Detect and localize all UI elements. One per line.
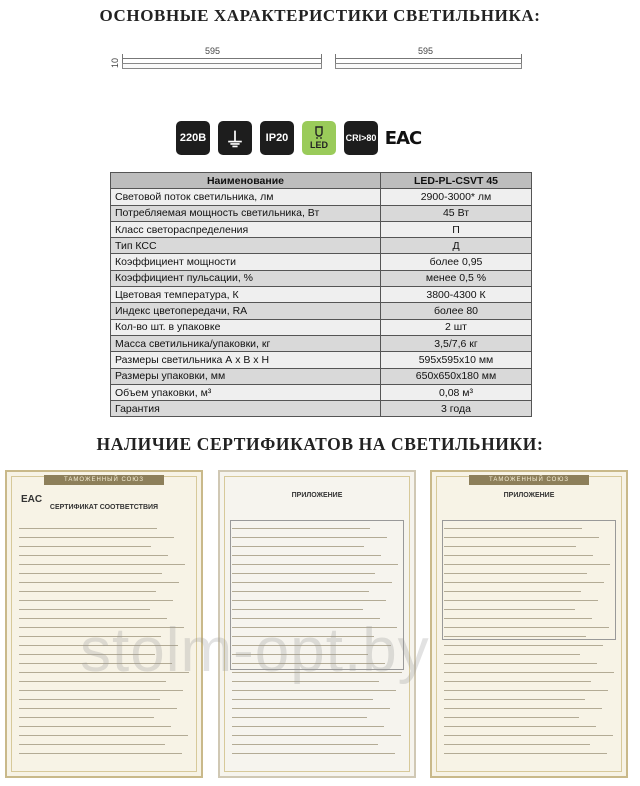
spec-name: Масса светильника/упаковки, кг [111,335,381,351]
table-row [111,303,532,319]
cert-line [19,753,182,754]
cert-line [444,537,599,538]
cert-line [19,663,172,664]
certs-heading: НАЛИЧИЕ СЕРТИФИКАТОВ НА СВЕТИЛЬНИКИ: [96,434,544,454]
cert-line [232,546,364,547]
certificate-appendix [218,470,416,778]
spec-name: Коэффициент пульсации, % [111,270,381,286]
spec-value: 595х595х10 мм [381,352,532,368]
cert-line [444,618,592,619]
cert-line [444,636,586,637]
panel-front-view [335,63,522,69]
specs-table [110,172,532,417]
cert-line [232,600,386,601]
cert-line [19,717,154,718]
cert-line [232,636,374,637]
cert-line [444,582,604,583]
cert-line [19,672,189,673]
spec-value: 2900-3000* лм [381,189,532,205]
cert-line [19,681,166,682]
cert-table [442,520,616,640]
cert-line [19,600,173,601]
cert-line [444,681,591,682]
table-row [111,352,532,368]
spec-value: 2 шт [381,319,532,335]
led-label: LED [310,140,328,150]
cert-line [19,618,167,619]
table-row [111,287,532,303]
cert-line [232,663,385,664]
dim-line-right [335,58,522,59]
table-row [111,368,532,384]
cert-line [232,690,396,691]
cert-line [444,672,614,673]
cert-line [19,735,188,736]
table-row [111,384,532,400]
spec-value: более 0,95 [381,254,532,270]
table-row [111,221,532,237]
cert-line [232,753,395,754]
cert-title: ПРИЛОЖЕНИЕ [503,492,555,499]
cert-line [19,654,155,655]
cert-line [232,528,370,529]
cert-line [232,699,373,700]
certificate-appendix [430,470,628,778]
cert-line [232,618,380,619]
table-body [111,189,532,417]
cert-line [232,555,381,556]
dimension-drawing [0,44,640,84]
cert-line [232,582,392,583]
cert-line [19,726,171,727]
cert-line [444,555,593,556]
cert-line [444,609,575,610]
cert-line [19,582,179,583]
ip20-icon: IP20 [260,121,294,155]
cert-line [444,717,579,718]
spec-value: более 80 [381,303,532,319]
cert-line [19,564,185,565]
cert-line [444,564,610,565]
cert-line [444,753,607,754]
spec-name: Размеры упаковки, мм [111,368,381,384]
table-row [111,238,532,254]
certificate-image [5,470,203,778]
cert-line [232,744,378,745]
spec-name: Потребляемая мощность светильника, Вт [111,205,381,221]
cert-line [444,744,590,745]
cert-line [19,528,157,529]
table-row [111,254,532,270]
header-model: LED-PL-CSVT 45 [381,173,532,189]
watermark: stolm-opt.by [80,616,430,685]
header-name: Наименование [111,173,381,189]
spec-value: Д [381,238,532,254]
cert-line [232,735,401,736]
voltage-icon: 220B [176,121,210,155]
cert-line [232,627,397,628]
cert-line [444,690,608,691]
cert-line [444,546,576,547]
cert-line [19,744,165,745]
cert-line [232,726,384,727]
table-row [111,189,532,205]
spec-name: Световой поток светильника, лм [111,189,381,205]
panel-side-view [122,63,322,69]
cert-line [232,708,390,709]
ground-icon: ⏚ [218,121,252,155]
cert-line [444,663,597,664]
spec-value: 650х650х180 мм [381,368,532,384]
cert-line [444,591,581,592]
cert-line [232,591,369,592]
spec-value: П [381,221,532,237]
table-row [111,401,532,417]
cert-line [232,564,398,565]
spec-name: Размеры светильника А х В х Н [111,352,381,368]
spec-value: 0,08 м³ [381,384,532,400]
cert-line [19,708,177,709]
cert-line [19,537,174,538]
spec-name: Кол-во шт. в упаковке [111,319,381,335]
cert-line [444,726,596,727]
cert-line [232,681,379,682]
width-label-left: 595 [205,46,221,56]
spec-value: 45 Вт [381,205,532,221]
cert-banner: ТАМОЖЕННЫЙ СОЮЗ [44,475,164,485]
specs-heading: ОСНОВНЫЕ ХАРАКТЕРИСТИКИ СВЕТИЛЬНИКА: [99,6,541,25]
cert-line [19,627,184,628]
spec-name: Индекс цветопередачи, RA [111,303,381,319]
height-label: 10 [110,57,121,69]
cert-title: СЕРТИФИКАТ СООТВЕТСТВИЯ [49,504,159,511]
table-row [111,319,532,335]
table-header-row [111,173,532,189]
cert-line [444,645,603,646]
cert-title: ПРИЛОЖЕНИЕ [291,492,343,499]
cert-line [444,600,598,601]
table-row [111,270,532,286]
cert-line [444,528,582,529]
cert-line [444,627,609,628]
cert-eac-mark: EAC [21,494,43,505]
cert-line [19,699,160,700]
table-row [111,335,532,351]
spec-value: 3,5/7,6 кг [381,335,532,351]
cert-line [232,672,402,673]
cert-line [232,717,367,718]
cert-line [444,654,580,655]
cert-line [19,690,183,691]
spec-name: Объем упаковки, м³ [111,384,381,400]
cert-line [444,573,587,574]
cert-banner: ТАМОЖЕННЫЙ СОЮЗ [469,475,589,485]
cert-line [19,546,151,547]
cert-line [19,573,162,574]
spec-name: Гарантия [111,401,381,417]
cert-table [230,520,404,670]
cert-line [232,645,391,646]
spec-name: Тип КСС [111,238,381,254]
cert-line [444,735,613,736]
cert-line [444,708,602,709]
led-bulb-icon [312,126,326,140]
cert-line [19,636,161,637]
cert-line [19,609,150,610]
led-icon [302,121,336,155]
spec-value: менее 0,5 % [381,270,532,286]
cert-line [232,654,368,655]
spec-value: 3800-4300 К [381,287,532,303]
eac-icon: EAC [386,121,420,155]
spec-value: 3 года [381,401,532,417]
dim-line-left [122,58,322,59]
cert-line [232,573,375,574]
cert-line [19,591,156,592]
spec-name: Класс светораспределения [111,221,381,237]
cri-icon: CRI>80 [344,121,378,155]
cert-line [19,555,168,556]
cert-line [232,537,387,538]
cert-line [19,645,178,646]
spec-name: Коэффициент мощности [111,254,381,270]
cert-line [444,699,585,700]
cert-line [232,609,363,610]
table-row [111,205,532,221]
spec-name: Цветовая температура, К [111,287,381,303]
feature-icons [176,121,420,161]
width-label-right: 595 [418,46,434,56]
